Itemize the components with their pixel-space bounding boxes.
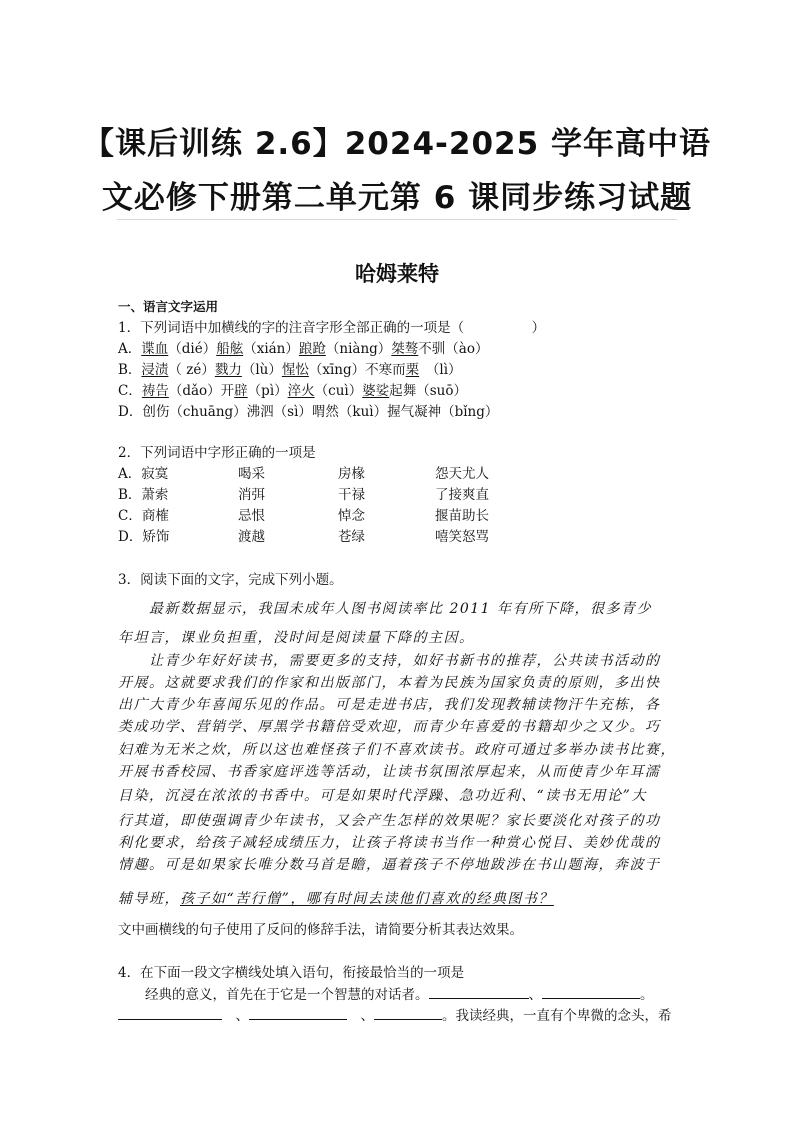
q4-stem: 4．在下面一段文字横线处填入语句，衔接最恰当的一项是 [118, 965, 465, 981]
q4-text: 经典的意义，首先在于它是一个智慧的对话者。 [118, 987, 429, 1003]
underlined-word: 祷告 [141, 383, 169, 399]
pinyin: （dié） [168, 341, 217, 357]
q3-question: 文中画横线的句子使用了反问的修辞手法，请简要分析其表达效果。 [118, 922, 523, 938]
q1-option-c [118, 379, 467, 399]
pinyin: （xián） [243, 341, 299, 357]
underlined-word: 淬火 [287, 383, 315, 399]
word: 嘻笑怒骂 [435, 529, 489, 545]
word: 干禄 [338, 487, 365, 503]
passage-line: 最新数据显示，我国未成年人图书阅读率比 2011 年有所下降，很多青少 [118, 601, 653, 617]
underlined-word: 浸渍 [141, 362, 169, 378]
passage-line: 开展书香校园、书香家庭评选等活动，让读书氛围浓厚起来，从而使青少年耳濡 [118, 764, 661, 780]
pinyin: （ zé） [168, 362, 215, 378]
q4-punct: 、 [347, 1008, 374, 1024]
underlined-word: 桀骜 [391, 341, 419, 357]
underlined-word: 船舷 [216, 341, 244, 357]
word: A．寂寞 [118, 466, 169, 482]
pinyin: （lù） [241, 362, 282, 378]
passage-line: 出广大青少年喜闻乐见的作品。可是走进书店，我们发现教辅读物汗牛充栋，各 [118, 697, 661, 713]
passage-line-underlined [118, 888, 554, 908]
q4-punct: 、 [222, 1008, 249, 1024]
lesson-title: 哈姆莱特 [355, 262, 439, 286]
pinyin: （lì） [419, 362, 462, 378]
passage-line: 类成功学、营销学、厚黑学书籍倍受欢迎，而青少年喜爱的书籍却少之又少。巧 [118, 719, 661, 735]
q1-option-b [118, 358, 462, 378]
word: D．矫饰 [118, 529, 170, 545]
word: 苍绿 [338, 529, 365, 545]
pinyin: （dǎo）开 [168, 383, 235, 399]
option-letter: C． [118, 383, 142, 399]
word: B．萧索 [118, 487, 169, 503]
underlined-word: 戮力 [214, 362, 242, 378]
pinyin: （pì） [247, 383, 288, 399]
word: 揠苗助长 [435, 508, 489, 524]
passage-text: 辅导班， [118, 891, 180, 907]
pinyin: 不驯（ào） [418, 341, 489, 357]
word: 怨天尤人 [435, 466, 489, 482]
q1-stem: 1．下列词语中加横线的字的注音字形全部正确的一项是（ ） [118, 320, 546, 336]
q4-line-1 [118, 983, 654, 1003]
passage-line: 让青少年好好读书，需要更多的支持，如好书新书的推荐，公共读书活动的 [118, 653, 661, 669]
word: 喝采 [238, 466, 265, 482]
pinyin: （niàng） [325, 341, 392, 357]
word: 忌恨 [238, 508, 265, 524]
q4-punct: 。 [640, 987, 654, 1003]
underlined-word: 惺忪 [281, 362, 309, 378]
passage-line: 利化要求，给孩子减轻成绩压力，让孩子将读书当作一种赏心悦目、美妙优哉的 [118, 835, 661, 851]
underlined-word: 辟 [234, 383, 248, 399]
word: 了接爽直 [435, 487, 489, 503]
option-letter: A． [118, 341, 142, 357]
passage-line: 年坦言，课业负担重，没时间是阅读量下降的主因。 [118, 630, 475, 646]
pinyin: 起舞（suō） [389, 383, 467, 399]
title-divider [117, 219, 677, 220]
underlined-word: 婆娑 [362, 383, 390, 399]
underlined-sentence: 孩子如“苦行僧”，哪有时间去读他们喜欢的经典图书？ [180, 891, 554, 907]
word: C．商榷 [118, 508, 169, 524]
passage-line: 目染，沉浸在浓浓的书香中。可是如果时代浮躁、急功近利、“读书无用论”大 [118, 788, 647, 804]
section-heading: 一、语言文字运用 [118, 299, 219, 314]
answer-blank[interactable] [429, 984, 529, 999]
answer-blank[interactable] [542, 984, 640, 999]
underlined-word: 谍血 [141, 341, 169, 357]
answer-blank[interactable] [374, 1005, 442, 1020]
pinyin: （xīng）不寒而 [308, 362, 406, 378]
document-title-line-2: 文必修下册第二单元第 6 课同步练习试题 [101, 180, 693, 216]
word: 消弭 [238, 487, 265, 503]
passage-line: 情趣。可是如果家长唯分数马首是瞻，逼着孩子不停地跋涉在书山题海，奔波于 [118, 857, 661, 873]
word: 房椽 [338, 466, 365, 482]
underlined-word: 栗 [405, 362, 420, 378]
word: 渡越 [238, 529, 265, 545]
q4-line-2 [118, 1004, 672, 1024]
q1-option-d: D．创伤（chuāng）沸泗（sì）喟然（kuì）握气凝神（bǐng） [118, 404, 499, 420]
answer-blank[interactable] [249, 1005, 347, 1020]
answer-blank[interactable] [118, 1005, 222, 1020]
passage-line: 妇难为无米之炊，所以这也难怪孩子们不喜欢读书。政府可通过多举办读书比赛， [118, 742, 676, 758]
passage-line: 开展。这就要求我们的作家和出版部门，本着为民族为国家负责的原则，多出快 [118, 675, 661, 691]
q4-text: 。我读经典，一直有个卑微的念头，希 [442, 1008, 672, 1024]
q4-punct: 、 [528, 987, 542, 1003]
passage-line: 行其道，即使强调青少年读书，又会产生怎样的效果呢？家长要淡化对孩子的功 [118, 813, 661, 829]
option-letter: B． [118, 362, 142, 378]
document-title-line-1: 【课后训练 2.6】2024-2025 学年高中语 [83, 126, 711, 162]
q3-stem: 3．阅读下面的文字，完成下列小题。 [118, 572, 343, 588]
q2-stem: 2．下列词语中字形正确的一项是 [118, 445, 316, 461]
q1-option-a [118, 337, 488, 357]
word: 悼念 [338, 508, 365, 524]
underlined-word: 踉跄 [298, 341, 326, 357]
pinyin: （cuì） [314, 383, 363, 399]
